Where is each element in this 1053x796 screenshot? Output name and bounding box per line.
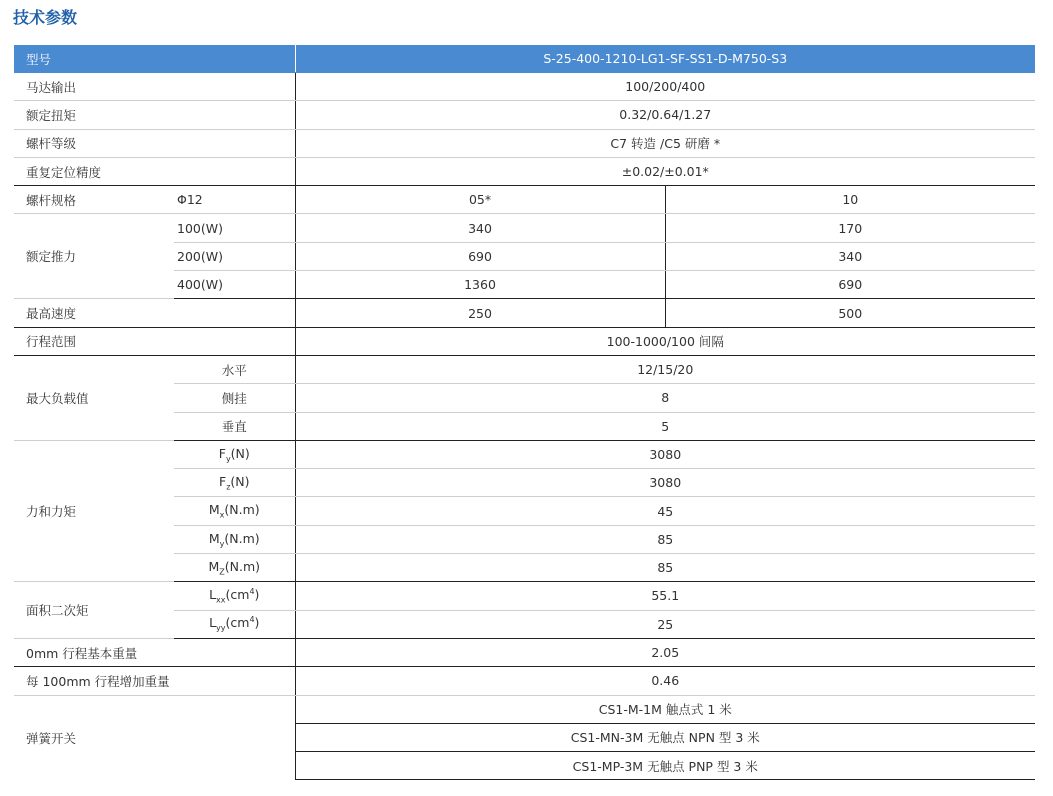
- table-row: [14, 73, 1035, 101]
- row-value: 0.46: [295, 667, 1035, 695]
- row-value: 25: [295, 610, 1035, 638]
- row-value: 3080: [295, 469, 1035, 497]
- row-value: 2.05: [295, 638, 1035, 666]
- row-value: 690: [295, 242, 665, 270]
- page-title: 技术参数: [13, 8, 78, 27]
- row-value: 170: [665, 214, 1035, 242]
- table-row: [14, 638, 1035, 666]
- table-row: [14, 157, 1035, 185]
- row-label: 行程范围: [14, 327, 295, 355]
- row-sublabel: $M_x(N.m)$: [174, 497, 295, 525]
- row-value: ±0.02/±0.01*: [295, 157, 1035, 185]
- row-value: 100/200/400: [295, 73, 1035, 101]
- row-value: 45: [295, 497, 1035, 525]
- row-sublabel: $F_y(N)$: [174, 440, 295, 468]
- row-value: 1360: [295, 271, 665, 299]
- row-value: 8: [295, 384, 1035, 412]
- row-value: 05*: [295, 186, 665, 214]
- row-label: 0mm 行程基本重量: [14, 638, 295, 666]
- row-label: 最高速度: [14, 299, 295, 327]
- row-value: 12/15/20: [295, 355, 1035, 383]
- row-label: 额定扭矩: [14, 101, 295, 129]
- row-label: 弹簧开关: [26, 730, 77, 746]
- table-row: [14, 186, 1035, 214]
- row-sublabel: $M_y(N.m)$: [174, 525, 295, 553]
- table-row: [14, 299, 1035, 327]
- row-sublabel: $F_z(N)$: [174, 469, 295, 497]
- row-value: C7 转造 /C5 研磨 *: [295, 129, 1035, 157]
- row-sublabel: 200(W): [174, 242, 295, 270]
- row-label: 螺杆等级: [14, 129, 295, 157]
- row-value: 85: [295, 525, 1035, 553]
- row-sublabel: 100(W): [174, 214, 295, 242]
- model-value: S-25-400-1210-LG1-SF-SS1-D-M750-S3: [295, 45, 1035, 73]
- row-value: 10: [665, 186, 1035, 214]
- table-row: [14, 695, 1035, 723]
- spec-table: [14, 45, 1035, 780]
- row-value: 85: [295, 554, 1035, 582]
- row-label: 重复定位精度: [14, 157, 295, 185]
- table-row: [14, 327, 1035, 355]
- row-sublabel: $L_{yy}(cm^4)$: [174, 610, 295, 638]
- row-label: 每 100mm 行程增加重量: [14, 667, 295, 695]
- row-sublabel: 400(W): [174, 271, 295, 299]
- row-value: 55.1: [295, 582, 1035, 610]
- row-sublabel: 水平: [174, 355, 295, 383]
- table-header-row: [14, 45, 1035, 73]
- table-row: [14, 582, 1035, 610]
- row-label: 最大负载值: [14, 355, 174, 440]
- row-sublabel: 侧挂: [174, 384, 295, 412]
- row-value: 690: [665, 271, 1035, 299]
- row-label: 力和力矩: [14, 440, 174, 581]
- row-value: CS1-MP-3M 无触点 PNP 型 3 米: [295, 752, 1035, 780]
- table-row: [14, 440, 1035, 468]
- row-label: 马达输出: [14, 73, 295, 101]
- row-value: 340: [665, 242, 1035, 270]
- row-label: 额定推力: [14, 214, 174, 299]
- row-value: 250: [295, 299, 665, 327]
- row-value: 5: [295, 412, 1035, 440]
- table-row: [14, 355, 1035, 383]
- row-value: 100-1000/100 间隔: [295, 327, 1035, 355]
- row-label: 面积二次矩: [14, 582, 174, 639]
- row-value: CS1-MN-3M 无触点 NPN 型 3 米: [295, 723, 1035, 751]
- row-sublabel: $M_Z(N.m)$: [174, 554, 295, 582]
- row-value: 0.32/0.64/1.27: [295, 101, 1035, 129]
- table-row: [14, 129, 1035, 157]
- table-row: [14, 214, 1035, 242]
- table-row: [14, 101, 1035, 129]
- table-row: [14, 667, 1035, 695]
- row-sublabel: $L_{xx}(cm^4)$: [174, 582, 295, 610]
- row-value: 3080: [295, 440, 1035, 468]
- row-sublabel: Φ12: [174, 186, 295, 214]
- row-value: 340: [295, 214, 665, 242]
- row-label: 螺杆规格: [14, 186, 174, 214]
- model-label: 型号: [14, 45, 295, 73]
- row-sublabel: 垂直: [174, 412, 295, 440]
- row-value: 500: [665, 299, 1035, 327]
- row-value: CS1-M-1M 触点式 1 米: [295, 695, 1035, 723]
